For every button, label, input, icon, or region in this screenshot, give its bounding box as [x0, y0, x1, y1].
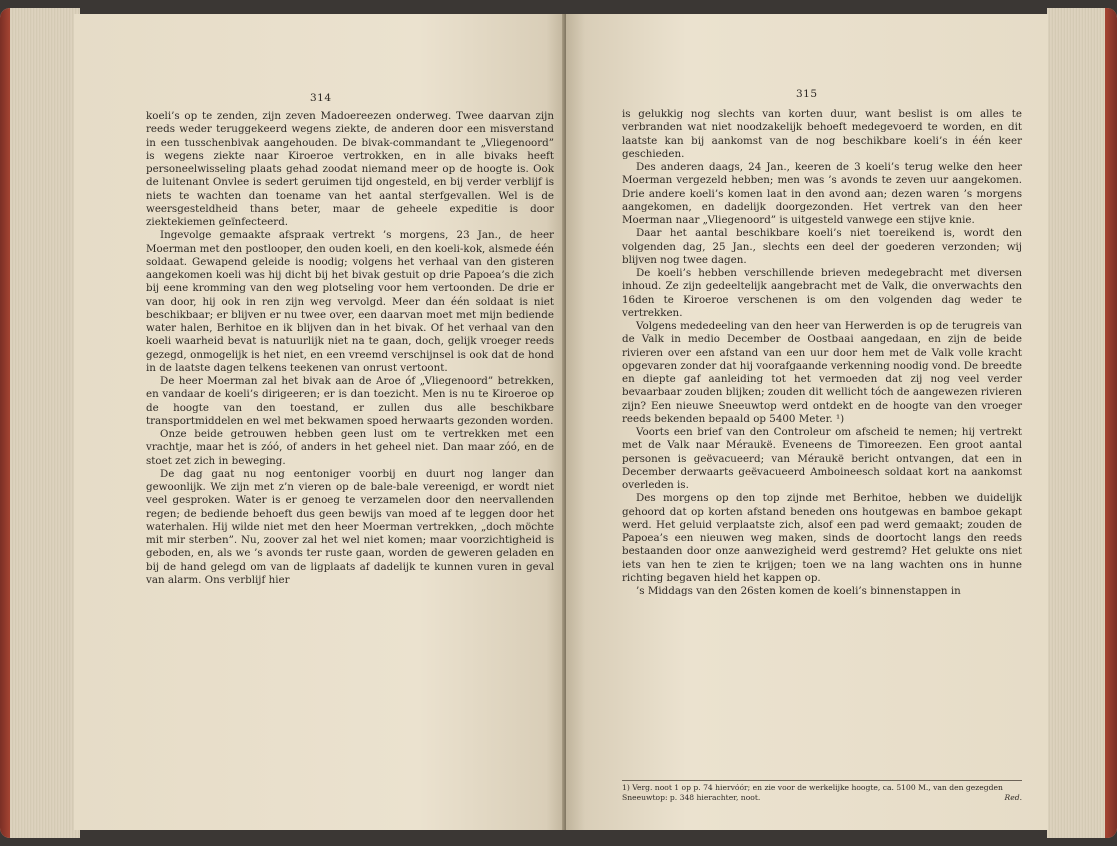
paragraph: Daar het aantal beschikbare koeli’s niet toereikend is, wordt den volgenden dag, 25 Jan., slechts een deel der goederen verzonden; wij blijven nog twee dagen.: [622, 227, 1022, 266]
paragraph: De heer Moerman zal het bivak aan de Aroe óf „Vliegenoord” betrekken, en vandaar de koeli’s dirigeeren; er is dan toezicht. Men is nu te Kiroeroe op de hoogte van den toestand, er zullen dus alle beschikbare transportmiddelen en wel met bekwamen spoed herwaarts gezonden worden.: [146, 375, 554, 427]
paragraph: De dag gaat nu nog eentoniger voorbij en duurt nog langer dan gewoonlijk. We zijn met z’n vieren op de bale-bale vereenigd, er wordt niet veel gesproken. Water is er genoeg te verzamelen door den neervallenden regen; de bediende behoeft dus geen bewijs van moed af te leggen door het waterhalen. Hij wilde niet met den heer Moerman vertrekken, „doch möchte mit mir sterben”. Nu, zoover zal het wel niet komen; maar voorzichtigheid is geboden, en, als we ’s avonds ter ruste gaan, worden de geweren geladen en bij de hand gelegd om van de ligplaats af dadelijk te kunnen vuren in geval van alarm. Ons verblijf hier: [146, 467, 554, 586]
paragraph: De koeli’s hebben verschillende brieven medegebracht met diversen inhoud. Ze zijn gedeeltelijk aangebracht met de Valk, die onverwachts den 16den te Kiroeroe verschenen is om den volgenden dag weder te vertrekken.: [622, 267, 1022, 319]
paragraph: Volgens mededeeling van den heer van Herwerden is op de terugreis van de Valk in medio December de Oostbaai aangedaan, en zijn de beide rivieren over een afstand van een uur door hem met de Valk volle kracht opgevaren zonder dat hij voorafgaande verkenning noodig vond. De breedte en diepte gaf aanleiding tot het vermoeden dat zij nog veel verder bevaarbaar zouden blijken; zouden dit wellicht tóch de aangewezen rivieren zijn? Een nieuwe Sneeuwtop werd ontdekt en de hoogte van den vroeger reeds bekenden bepaald op 5400 Meter. ¹): [622, 320, 1022, 425]
paragraph: is gelukkig nog slechts van korten duur, want beslist is om alles te verbranden wat niet noodzakelijk behoeft medegevoerd te worden, en dit laatste kan bij aankomst van de nog beschikbare koeli’s in één keer geschieden.: [622, 108, 1022, 160]
right-cover-edge: [1105, 8, 1117, 838]
paragraph: koeli’s op te zenden, zijn zeven Madoereezen onderweg. Twee daarvan zijn reeds weder teruggekeerd wegens ziekte, de anderen door een misverstand in een tusschenbivak aangehouden. De bivak-commandant te „Vliegenoord” is wegens ziekte naar Kiroeroe vertrokken, en in alle bivaks heeft personeelwisseling plaats gehad zoodat niemand meer op de hoogte is. Ook de luitenant Onvlee is sedert geruimen tijd ongesteld, en bij verder verblijf is niets te wachten dan toename van het aantal sterfgevallen. Wel is de weersgesteldheid thans beter, maar de geheele expeditie is door ziektekiemen geïnfecteerd.: [146, 110, 554, 228]
right-page: [566, 14, 1048, 830]
footnote-signature: Red.: [1004, 793, 1022, 802]
left-page-number: 314: [310, 92, 332, 104]
paragraph: Ingevolge gemaakte afspraak vertrekt ’s morgens, 23 Jan., de heer Moerman met den postlooper, den ouden koeli, en den koeli-kok, alsmede één soldaat. Gewapend geleide is noodig; volgens het verhaal van den gisteren aangekomen koeli was hij dicht bij het bivak gestuit op drie Papoea’s die zich bij eene kromming van den weg plotseling voor hem vertoonden. De drie er van door, hij ook in ren zijn weg vervolgd. Meer dan één soldaat is niet beschikbaar; er blijven er nu twee over, een daarvan moet met mijn bediende water halen, Berhitoe en ik blijven dan in het bivak. Of het verhaal van den koeli waarheid bevat is natuurlijk niet na te gaan, doch, gelijk vroeger reeds gezegd, onmogelijk is het niet, en een vreemd verschijnsel is ook dat de hond in de laatste dagen telkens teekenen van onrust vertoont.: [146, 229, 554, 374]
paragraph: ’s Middags van den 26sten komen de koeli’s binnenstappen in: [636, 585, 961, 597]
right-page-number: 315: [796, 88, 818, 100]
paragraph: Voorts een brief van den Controleur om afscheid te nemen; hij vertrekt met de Valk naar Méraukë. Eveneens de Timoreezen. Een groot aantal personen is geëvacueerd; van Méraukë bericht ontvangen, dat een in December derwaarts geëvacueerd Amboineesch soldaat kort na aankomst overleden is.: [622, 426, 1022, 491]
left-page-edges: [0, 8, 80, 838]
paragraph: Des anderen daags, 24 Jan., keeren de 3 koeli’s terug welke den heer Moerman vergezeld hebben; men was ’s avonds te zeven uur aangekomen. Drie andere koeli’s komen laat in den avond aan; dezen waren ’s morgens aangekomen, en dadelijk doorgezonden. Het vertrek van den heer Moerman naar „Vliegenoord” is uitgesteld vanwege een stijve knie.: [622, 161, 1022, 226]
right-page-text: [622, 108, 1022, 598]
left-page: [74, 14, 566, 830]
paragraph: Des morgens op den top zijnde met Berhitoe, hebben we duidelijk gehoord dat op korten afstand beneden ons houtgewas en bamboe gekapt werd. Het geluid verplaatste zich, alsof een pad werd gemaakt; zouden de Papoea’s een nieuwen weg maken, sinds de doortocht langs den reeds bestaanden door onze aanwezigheid werd gestremd? Het gelukte ons niet iets van hen te zien te krijgen; toen we na lang wachten ons in hunne richting begaven hield het kappen op.: [622, 492, 1022, 584]
left-cover-edge: [0, 8, 10, 838]
footnote: [622, 780, 1022, 803]
footnote-text: 1) Verg. noot 1 op p. 74 hiervóór; en zie voor de werkelijke hoogte, ca. 5100 M., van den gezegden Sneeuwtop: p. 348 hierachter, noot.: [622, 783, 1003, 802]
left-page-text: [146, 110, 554, 587]
paragraph: Onze beide getrouwen hebben geen lust om te vertrekken met een vrachtje, maar het is zóó, of anders in het geheel niet. Dan maar zóó, en de stoet zet zich in beweging.: [146, 428, 554, 467]
